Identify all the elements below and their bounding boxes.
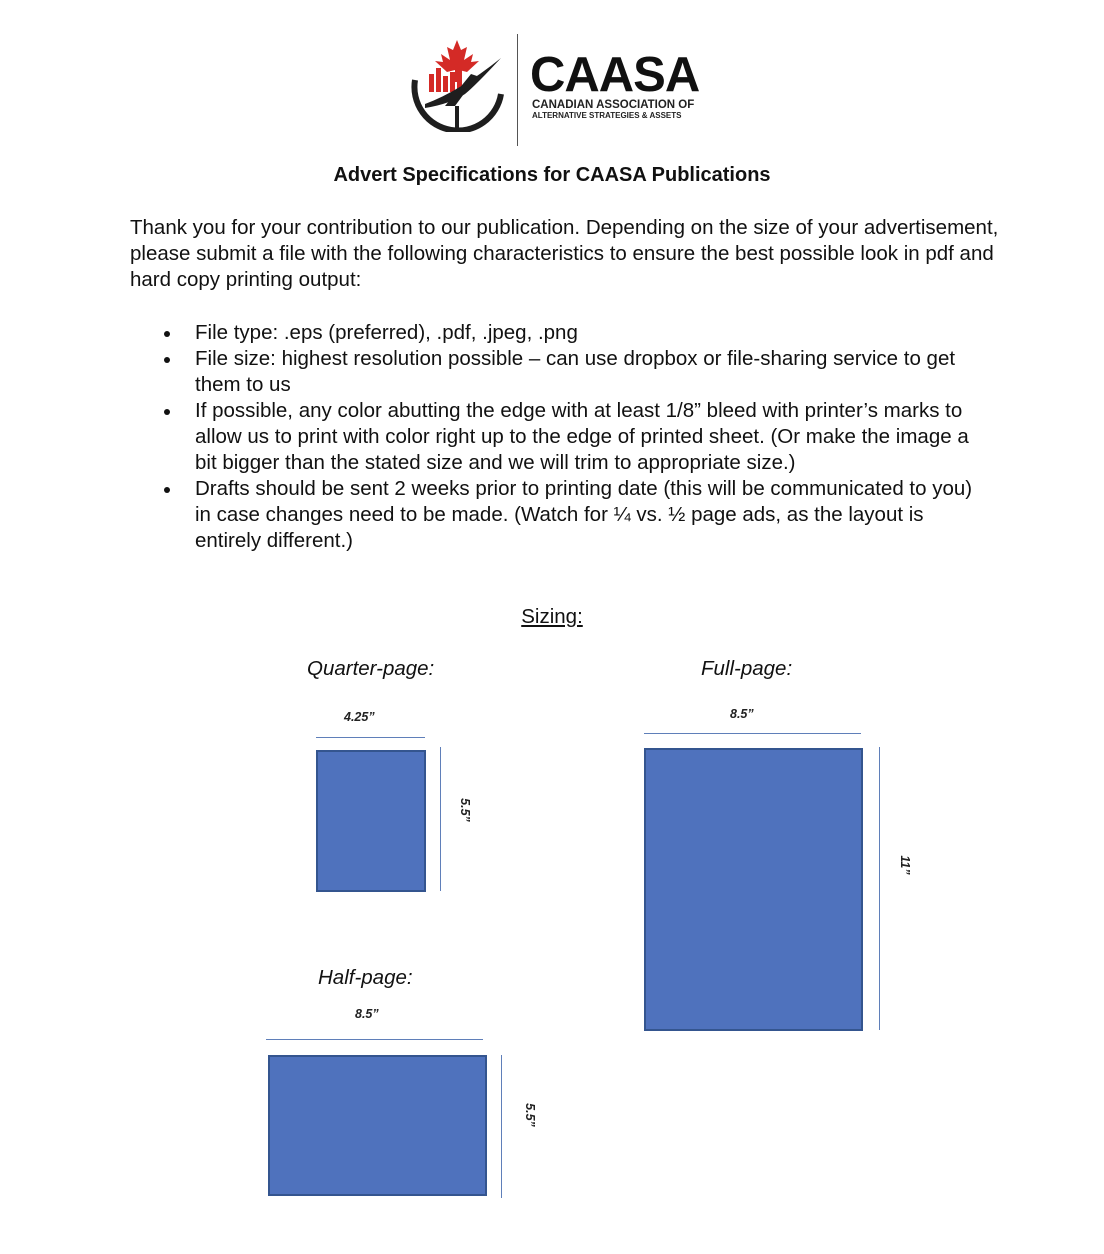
- full-page-box: [644, 748, 863, 1031]
- quarter-page-label: Quarter-page:: [307, 657, 435, 680]
- full-width-rule: [644, 733, 861, 734]
- half-height-label: 5.5”: [523, 1103, 537, 1127]
- full-height-rule: [879, 747, 880, 1030]
- bullet-icon: [164, 487, 170, 493]
- document-title: Advert Specifications for CAASA Publications: [333, 164, 771, 186]
- quarter-width-rule: [316, 737, 425, 738]
- quarter-page-box: [316, 750, 426, 892]
- half-height-rule: [501, 1055, 502, 1198]
- full-height-label: 11”: [898, 855, 912, 875]
- caasa-logo-emblem: [405, 36, 509, 132]
- half-page-label: Half-page:: [318, 966, 413, 989]
- logo-subtitle-line2: ALTERNATIVE STRATEGIES & ASSETS: [532, 111, 682, 120]
- quarter-width-label: 4.25”: [344, 710, 375, 724]
- bullet-icon: [164, 409, 170, 415]
- spec-list: [164, 320, 979, 554]
- bullet-icon: [164, 357, 170, 363]
- logo-subtitle-line1: CANADIAN ASSOCIATION OF: [532, 99, 695, 111]
- quarter-height-rule: [440, 747, 441, 891]
- full-width-label: 8.5”: [730, 707, 754, 721]
- full-page-label: Full-page:: [701, 657, 793, 680]
- logo-wordmark: CAASA: [530, 48, 700, 102]
- half-width-rule: [266, 1039, 483, 1040]
- list-item: File type: .eps (preferred), .pdf, .jpeg, .png: [164, 320, 979, 346]
- quarter-height-label: 5.5”: [458, 798, 472, 822]
- intro-paragraph: Thank you for your contribution to our publication. Depending on the size of your advertisement, please submit a file with the following characteristics to ensure the best possible look in pdf and hard copy printing output:: [130, 216, 999, 291]
- logo-divider: [517, 34, 518, 146]
- half-page-box: [268, 1055, 487, 1196]
- bullet-icon: [164, 331, 170, 337]
- half-width-label: 8.5”: [355, 1007, 379, 1021]
- sizing-heading: Sizing:: [521, 605, 583, 628]
- list-item: Drafts should be sent 2 weeks prior to printing date (this will be communicated to you) in case changes need to be made. (Watch for ¼ vs. ½ page ads, as the layout is entirely different.): [164, 476, 979, 554]
- list-item: If possible, any color abutting the edge with at least 1/8” bleed with printer’s marks to allow us to print with color right up to the edge of printed sheet. (Or make the image a bit bigger than the stated size and we will trim to appropriate size.): [164, 398, 979, 476]
- list-item: File size: highest resolution possible – can use dropbox or file-sharing service to get them to us: [164, 346, 979, 398]
